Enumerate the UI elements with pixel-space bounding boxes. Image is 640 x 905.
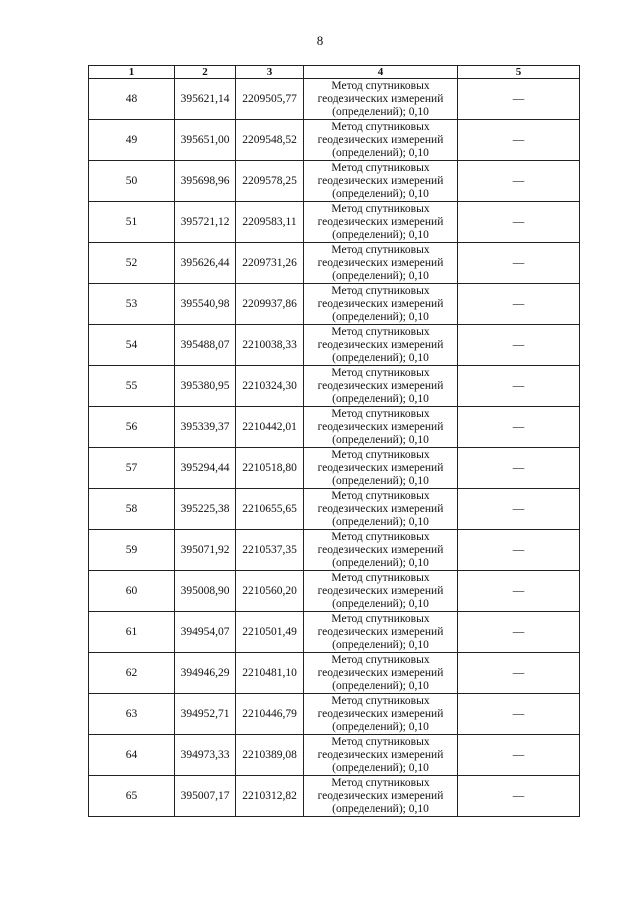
table-row [89,653,580,694]
method-text-line: геодезических измерений [317,379,444,392]
table-row [89,366,580,407]
point-number-cell: 49 [89,120,175,161]
method-text-line: Метод спутниковых [331,530,430,543]
y-coordinate-cell: 2210655,65 [236,489,304,530]
point-number-cell: 63 [89,694,175,735]
point-number-cell: 52 [89,243,175,284]
point-number-cell: 64 [89,735,175,776]
method-text-line: (определений); 0,10 [332,720,429,733]
column-5-cell: — [458,202,580,243]
point-number-cell: 65 [89,776,175,817]
method-text-line: Метод спутниковых [331,653,430,666]
y-coordinate-cell: 2209731,26 [236,243,304,284]
y-coordinate-cell: 2209578,25 [236,161,304,202]
method-cell [304,694,458,735]
x-coordinate-cell: 394946,29 [175,653,236,694]
method-text-line: геодезических измерений [317,584,444,597]
x-coordinate-cell: 395071,92 [175,530,236,571]
x-coordinate-cell: 395488,07 [175,325,236,366]
method-text-line: геодезических измерений [317,625,444,638]
point-number-cell: 54 [89,325,175,366]
point-number-cell: 56 [89,407,175,448]
method-text-line: Метод спутниковых [331,366,430,379]
column-5-cell: — [458,735,580,776]
method-cell [304,612,458,653]
method-text-line: геодезических измерений [317,215,444,228]
x-coordinate-cell: 395380,95 [175,366,236,407]
method-text-line: Метод спутниковых [331,776,430,789]
column-5-cell: — [458,776,580,817]
column-5-cell: — [458,407,580,448]
table-row [89,530,580,571]
column-5-cell: — [458,243,580,284]
point-number-cell: 62 [89,653,175,694]
column-header-4: 4 [304,66,458,79]
method-text-line: геодезических измерений [317,420,444,433]
y-coordinate-cell: 2210038,33 [236,325,304,366]
x-coordinate-cell: 395007,17 [175,776,236,817]
column-5-cell: — [458,489,580,530]
x-coordinate-cell: 394973,33 [175,735,236,776]
column-5-cell: — [458,530,580,571]
method-text-line: Метод спутниковых [331,735,430,748]
method-cell [304,530,458,571]
y-coordinate-cell: 2209937,86 [236,284,304,325]
method-cell [304,776,458,817]
y-coordinate-cell: 2210518,80 [236,448,304,489]
page-number: 8 [316,33,324,48]
y-coordinate-cell: 2210442,01 [236,407,304,448]
x-coordinate-cell: 395540,98 [175,284,236,325]
y-coordinate-cell: 2210312,82 [236,776,304,817]
method-text-line: Метод спутниковых [331,694,430,707]
method-cell [304,735,458,776]
method-text-line: геодезических измерений [317,92,444,105]
method-text-line: (определений); 0,10 [332,146,429,159]
method-text-line: геодезических измерений [317,461,444,474]
method-text-line: (определений); 0,10 [332,228,429,241]
method-text-line: (определений); 0,10 [332,761,429,774]
y-coordinate-cell: 2210324,30 [236,366,304,407]
x-coordinate-cell: 394952,71 [175,694,236,735]
table-row [89,202,580,243]
y-coordinate-cell: 2210481,10 [236,653,304,694]
x-coordinate-cell: 395294,44 [175,448,236,489]
method-text-line: Метод спутниковых [331,79,430,92]
method-cell [304,284,458,325]
method-text-line: геодезических измерений [317,297,444,310]
y-coordinate-cell: 2210501,49 [236,612,304,653]
x-coordinate-cell: 395008,90 [175,571,236,612]
method-text-line: (определений); 0,10 [332,679,429,692]
column-5-cell: — [458,571,580,612]
method-cell [304,448,458,489]
column-5-cell: — [458,161,580,202]
y-coordinate-cell: 2210446,79 [236,694,304,735]
table-row [89,612,580,653]
method-cell [304,161,458,202]
method-cell [304,202,458,243]
x-coordinate-cell: 395626,44 [175,243,236,284]
point-number-cell: 61 [89,612,175,653]
method-text-line: геодезических измерений [317,666,444,679]
method-text-line: Метод спутниковых [331,120,430,133]
method-text-line: Метод спутниковых [331,612,430,625]
table-row [89,120,580,161]
table-row [89,284,580,325]
point-number-cell: 48 [89,79,175,120]
table-row [89,448,580,489]
y-coordinate-cell: 2210537,35 [236,530,304,571]
method-text-line: геодезических измерений [317,338,444,351]
table-row [89,79,580,120]
column-header-3: 3 [236,66,304,79]
column-5-cell: — [458,79,580,120]
point-number-cell: 50 [89,161,175,202]
table-header-row [89,66,580,79]
method-cell [304,653,458,694]
method-text-line: (определений); 0,10 [332,310,429,323]
y-coordinate-cell: 2210560,20 [236,571,304,612]
x-coordinate-cell: 395698,96 [175,161,236,202]
table-row [89,735,580,776]
method-text-line: (определений); 0,10 [332,597,429,610]
table-row [89,243,580,284]
column-5-cell: — [458,694,580,735]
method-cell [304,407,458,448]
table-row [89,776,580,817]
column-5-cell: — [458,612,580,653]
x-coordinate-cell: 395621,14 [175,79,236,120]
method-text-line: Метод спутниковых [331,284,430,297]
y-coordinate-cell: 2209548,52 [236,120,304,161]
table-row [89,571,580,612]
method-cell [304,243,458,284]
method-text-line: Метод спутниковых [331,407,430,420]
method-text-line: геодезических измерений [317,256,444,269]
point-number-cell: 59 [89,530,175,571]
y-coordinate-cell: 2209505,77 [236,79,304,120]
method-cell [304,79,458,120]
method-text-line: (определений); 0,10 [332,269,429,282]
method-text-line: (определений); 0,10 [332,433,429,446]
method-cell [304,489,458,530]
method-text-line: (определений); 0,10 [332,638,429,651]
method-text-line: (определений); 0,10 [332,187,429,200]
x-coordinate-cell: 395225,38 [175,489,236,530]
column-header-1: 1 [89,66,175,79]
column-5-cell: — [458,366,580,407]
point-number-cell: 55 [89,366,175,407]
method-text-line: геодезических измерений [317,133,444,146]
table-row [89,161,580,202]
table-row [89,489,580,530]
coordinates-table [88,65,580,817]
method-text-line: Метод спутниковых [331,243,430,256]
method-text-line: Метод спутниковых [331,448,430,461]
method-text-line: геодезических измерений [317,174,444,187]
x-coordinate-cell: 394954,07 [175,612,236,653]
method-text-line: геодезических измерений [317,748,444,761]
method-text-line: геодезических измерений [317,707,444,720]
method-cell [304,366,458,407]
x-coordinate-cell: 395721,12 [175,202,236,243]
method-text-line: (определений); 0,10 [332,474,429,487]
method-text-line: Метод спутниковых [331,571,430,584]
method-text-line: (определений); 0,10 [332,351,429,364]
column-5-cell: — [458,120,580,161]
method-text-line: геодезических измерений [317,502,444,515]
point-number-cell: 58 [89,489,175,530]
column-header-2: 2 [175,66,236,79]
method-text-line: (определений); 0,10 [332,802,429,815]
y-coordinate-cell: 2209583,11 [236,202,304,243]
method-text-line: Метод спутниковых [331,202,430,215]
column-5-cell: — [458,653,580,694]
point-number-cell: 60 [89,571,175,612]
method-text-line: Метод спутниковых [331,325,430,338]
method-cell [304,120,458,161]
method-cell [304,325,458,366]
method-cell [304,571,458,612]
method-text-line: (определений); 0,10 [332,556,429,569]
column-5-cell: — [458,325,580,366]
x-coordinate-cell: 395339,37 [175,407,236,448]
point-number-cell: 51 [89,202,175,243]
column-5-cell: — [458,284,580,325]
table-row [89,694,580,735]
method-text-line: Метод спутниковых [331,489,430,502]
method-text-line: (определений); 0,10 [332,105,429,118]
x-coordinate-cell: 395651,00 [175,120,236,161]
method-text-line: (определений); 0,10 [332,392,429,405]
point-number-cell: 53 [89,284,175,325]
point-number-cell: 57 [89,448,175,489]
y-coordinate-cell: 2210389,08 [236,735,304,776]
method-text-line: (определений); 0,10 [332,515,429,528]
method-text-line: геодезических измерений [317,543,444,556]
table-row [89,407,580,448]
method-text-line: Метод спутниковых [331,161,430,174]
column-header-5: 5 [458,66,580,79]
table-row [89,325,580,366]
method-text-line: геодезических измерений [317,789,444,802]
column-5-cell: — [458,448,580,489]
